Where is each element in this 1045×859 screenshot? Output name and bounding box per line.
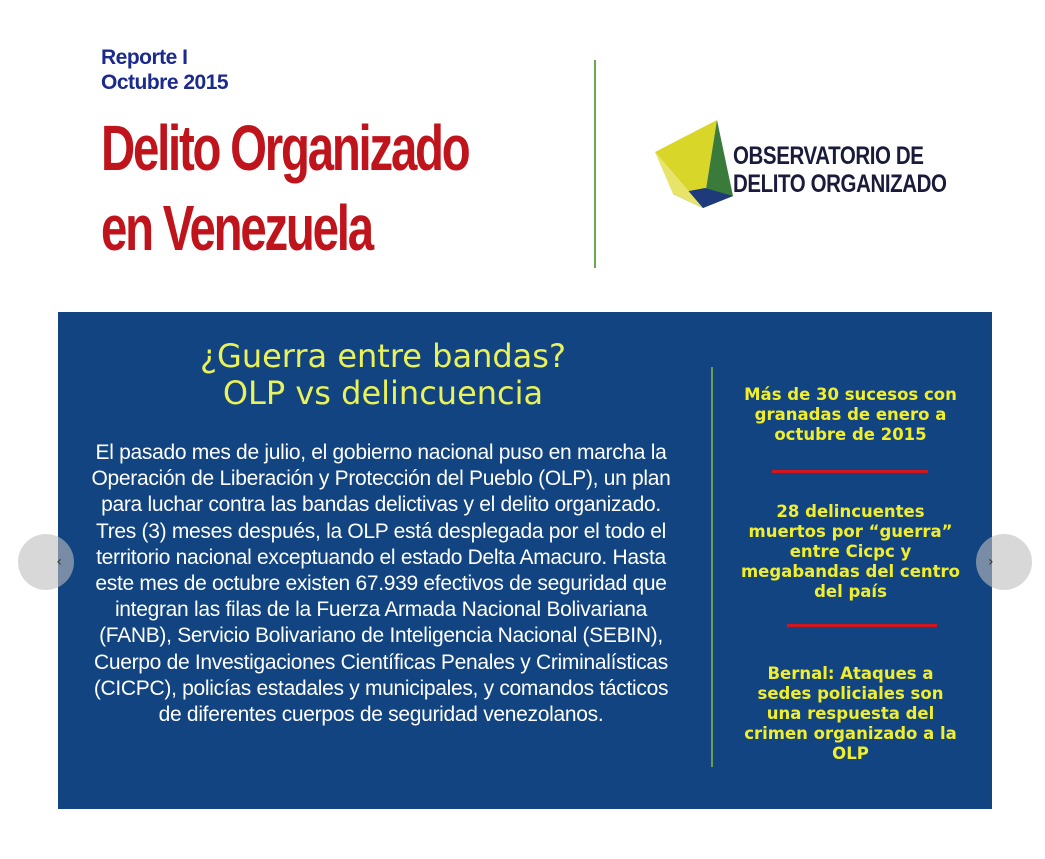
carousel-prev-button[interactable] [18, 534, 74, 590]
feature-banner [58, 312, 992, 809]
banner-title-line-2: OLP vs delincuencia [222, 374, 544, 412]
headline-link-1[interactable]: Más de 30 sucesos con granadas de enero a octubre de 2015 [744, 385, 957, 444]
triangle-logo-icon [655, 112, 735, 222]
banner-body-text: El pasado mes de julio, el gobierno nacional puso en marcha la Operación de Liberación y Protección del Pueblo (OLP), un plan para luchar contra las bandas delictivas y el delito organizado. Tres (3) meses después, la OLP está desplegada por el todo el territorio nacional exceptuando el estado Delta Amacuro. Hasta este mes de octubre existen 67.939 efectivos de seguridad que integran las filas de la Fuerza Armada Nacional Bolivariana (FANB), Servicio Bolivariano de Inteligencia Nacional (SEBIN), Cuerpo de Investigaciones Científicas Penales y Criminalísticas (CICPC), policías estadales y municipales, y comandos tácticos de diferentes cuerpos de seguridad venezolanos. [91, 441, 671, 727]
chevron-right-icon: › [988, 554, 994, 570]
page-title-line-1: Delito Organizado [101, 112, 469, 184]
headline-underline-1 [772, 470, 928, 473]
headline-link-2[interactable]: 28 delincuentes muertos por “guerra” entre Cicpc y megabandas del centro del país [740, 502, 960, 601]
banner-divider [711, 367, 713, 767]
report-label: Reporte I [101, 46, 188, 69]
logo-text-line-1: OBSERVATORIO DE [733, 142, 924, 170]
header-divider [594, 60, 596, 268]
observatorio-logo[interactable] [655, 112, 945, 222]
banner-title-line-1: ¿Guerra entre bandas? [200, 337, 566, 375]
headline-underline-2 [787, 624, 937, 627]
carousel-next-button[interactable] [976, 534, 1032, 590]
headline-link-3[interactable]: Bernal: Ataques a sedes policiales son una respuesta del crimen organizado a la OLP [744, 664, 957, 763]
report-date: Octubre 2015 [101, 71, 229, 94]
logo-text-line-2: DELITO ORGANIZADO [733, 170, 947, 198]
chevron-left-icon: ‹ [56, 554, 62, 570]
page-title-line-2: en Venezuela [101, 192, 372, 264]
